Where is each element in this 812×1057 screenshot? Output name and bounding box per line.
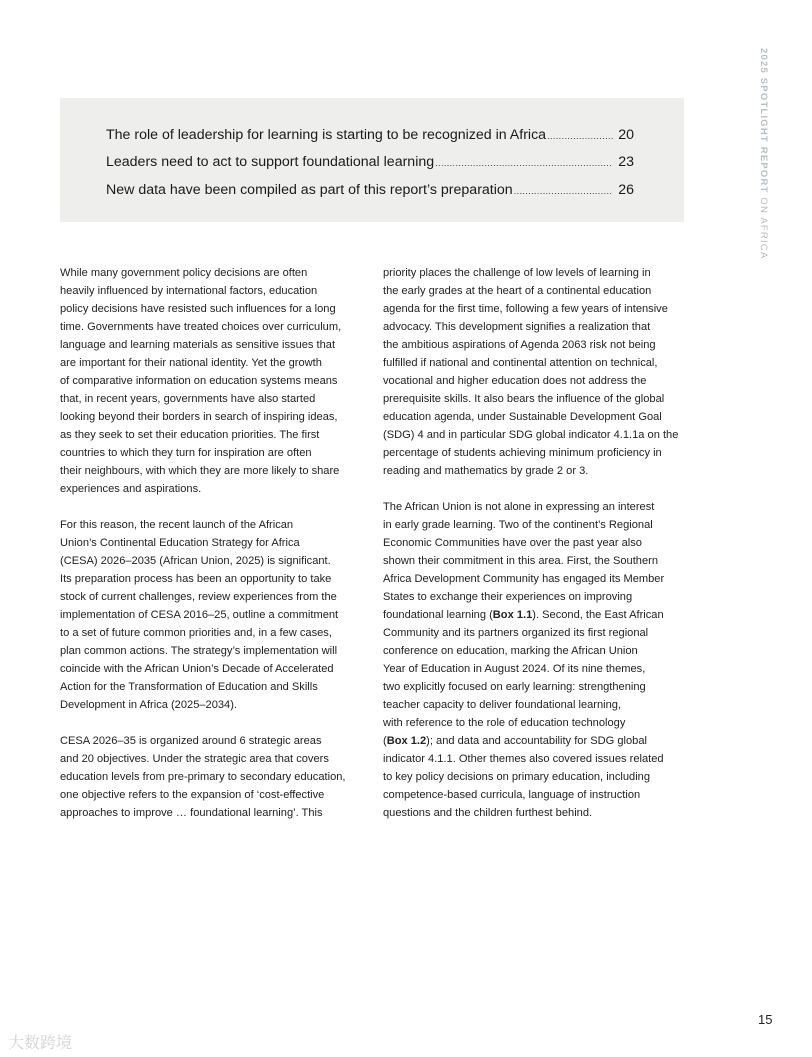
- text-line: priority places the challenge of low levels of learning in: [383, 267, 651, 279]
- text-line: percentage of students achieving minimum proficiency in: [383, 447, 662, 459]
- text-line: policy decisions have resisted such influences for a long: [60, 303, 336, 315]
- text-line: Its preparation process has been an opportunity to take: [60, 573, 332, 585]
- toc-box: [60, 98, 684, 222]
- text-line: the early grades at the heart of a continental education: [383, 285, 652, 297]
- text-line: Africa Development Community has engaged its Member: [383, 573, 665, 585]
- text-line: education levels from pre-primary to secondary education,: [60, 771, 346, 783]
- text-line: fulfilled if national and continental attention on technical,: [383, 357, 658, 369]
- paragraph: [383, 264, 683, 480]
- text-line: Union’s Continental Education Strategy for Africa: [60, 537, 300, 549]
- toc-entry-page: 26: [618, 182, 634, 198]
- report-title-bold: 2025 SPOTLIGHT REPORT: [758, 48, 769, 194]
- text-line: (SDG) 4 and in particular SDG global indicator 4.1.1a on the: [383, 429, 679, 441]
- toc-entry[interactable]: [106, 127, 634, 147]
- page-number: 15: [758, 1012, 773, 1027]
- text-line: States to exchange their experiences on improving: [383, 591, 633, 603]
- text-line: language and learning materials as sensitive issues that: [60, 339, 336, 351]
- text-line: with reference to the role of education technology: [383, 717, 626, 729]
- right-column: [383, 264, 683, 840]
- text-line: of comparative information on education systems means: [60, 375, 338, 387]
- text-line: competence-based curricula, language of instruction: [383, 789, 641, 801]
- text-line: questions and the children furthest behind.: [383, 807, 593, 819]
- toc-leader-dots: [514, 186, 614, 196]
- text-line: foundational learning (Box 1.1). Second, the East African: [383, 609, 664, 621]
- paragraph: [60, 516, 360, 714]
- report-running-title: [758, 48, 769, 259]
- text-line: conference on education, marking the African Union: [383, 645, 638, 657]
- text-line: Development in Africa (2025–2034).: [60, 699, 237, 711]
- toc-entry[interactable]: [106, 154, 634, 174]
- text-line: implementation of CESA 2016–25, outline a commitment: [60, 609, 339, 621]
- text-line: countries to which they turn for inspiration are often: [60, 447, 312, 459]
- text-line: two explicitly focused on early learning: strengthening: [383, 681, 646, 693]
- text-line: one objective refers to the expansion of ‘cost-effective: [60, 789, 325, 801]
- text-line: vocational and higher education does not address the: [383, 375, 647, 387]
- left-column: [60, 264, 360, 840]
- text-line: advocacy. This development signifies a realization that: [383, 321, 651, 333]
- toc-leader-dots: [435, 158, 613, 168]
- text-line: agenda for the first time, following a few years of intensive: [383, 303, 668, 315]
- toc-entry[interactable]: [106, 182, 634, 202]
- box-reference-link[interactable]: Box 1.1: [492, 609, 533, 621]
- text-line: their neighbours, with which they are more likely to share: [60, 465, 340, 477]
- text-line: heavily influenced by international factors, education: [60, 285, 318, 297]
- text-line: that, in recent years, governments have also started: [60, 393, 316, 405]
- report-title-light: ON AFRICA: [758, 197, 769, 260]
- text-line: in early grade learning. Two of the continent’s Regional: [383, 519, 653, 531]
- text-line: Economic Communities have over the past year also: [383, 537, 642, 549]
- box-reference-link[interactable]: Box 1.2: [386, 735, 427, 747]
- text-line: to a set of future common priorities and, in a few cases,: [60, 627, 332, 639]
- paragraph: [60, 732, 360, 822]
- paragraph-lines: [383, 498, 683, 606]
- text-line: stock of current challenges, review experiences from the: [60, 591, 337, 603]
- paragraph: [60, 264, 360, 498]
- toc-entry-title: The role of leadership for learning is starting to be recognized in Africa: [106, 127, 547, 143]
- toc-entry-title: New data have been compiled as part of this report’s preparation: [106, 182, 513, 198]
- text-line: (Box 1.2); and data and accountability for SDG global: [383, 735, 647, 747]
- text-line: and 20 objectives. Under the strategic area that covers: [60, 753, 329, 765]
- text-line: the ambitious aspirations of Agenda 2063 risk not being: [383, 339, 656, 351]
- text-line: teacher capacity to deliver foundational learning,: [383, 699, 622, 711]
- text-line: reading and mathematics by grade 2 or 3.: [383, 465, 589, 477]
- text-line: Year of Education in August 2024. Of its nine themes,: [383, 663, 646, 675]
- text-line: While many government policy decisions are often: [60, 267, 308, 279]
- text-line: time. Governments have treated choices over curriculum,: [60, 321, 342, 333]
- toc-entry-page: 23: [618, 154, 634, 170]
- text-line: to key policy decisions on primary education, including: [383, 771, 651, 783]
- toc-entry-page: 20: [618, 127, 634, 143]
- watermark-logo: 大数跨境: [8, 1035, 73, 1052]
- text-line: (CESA) 2026–2035 (African Union, 2025) is significant.: [60, 555, 331, 567]
- text-line: For this reason, the recent launch of the African: [60, 519, 294, 531]
- text-line: plan common actions. The strategy’s implementation will: [60, 645, 338, 657]
- text-line: The African Union is not alone in expressing an interest: [383, 501, 655, 513]
- toc-entry-title: Leaders need to act to support foundational learning: [106, 154, 435, 170]
- text-line: shown their commitment in this area. First, the Southern: [383, 555, 658, 567]
- paragraph-lines: [383, 750, 683, 822]
- text-line: prerequisite skills. It also bears the influence of the global: [383, 393, 665, 405]
- text-line: CESA 2026–35 is organized around 6 strategic areas: [60, 735, 322, 747]
- text-line: Community and its partners organized its first regional: [383, 627, 649, 639]
- text-line: indicator 4.1.1. Other themes also covered issues related: [383, 753, 664, 765]
- paragraph: [383, 498, 683, 822]
- toc-leader-dots: [547, 131, 613, 141]
- text-line: Action for the Transformation of Education and Skills: [60, 681, 318, 693]
- text-line: are important for their national identity. Yet the growth: [60, 357, 322, 369]
- text-line: approaches to improve … foundational learning’. This: [60, 807, 323, 819]
- text-line: coincide with the African Union’s Decade of Accelerated: [60, 663, 334, 675]
- text-line: as they seek to set their education priorities. The first: [60, 429, 320, 441]
- paragraph-lines: [383, 624, 683, 732]
- text-line: education agenda, under Sustainable Development Goal: [383, 411, 662, 423]
- text-line: experiences and aspirations.: [60, 483, 202, 495]
- text-line: looking beyond their borders in search of inspiring ideas,: [60, 411, 338, 423]
